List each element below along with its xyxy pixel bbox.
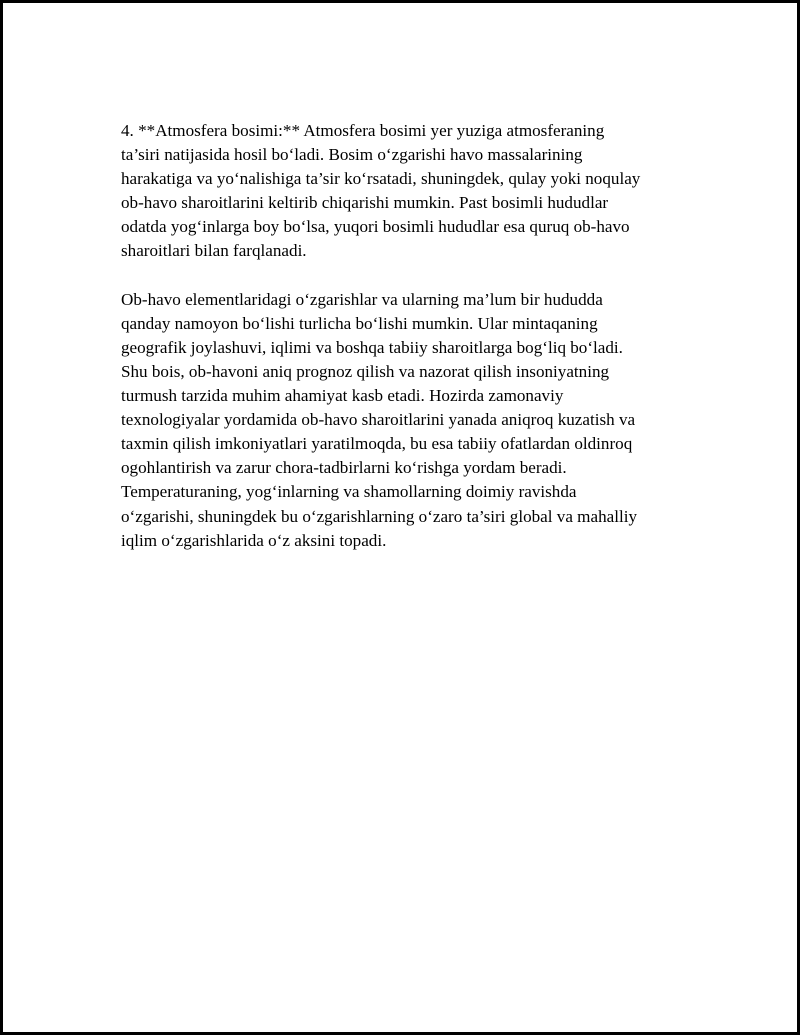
text-line: 4. **Atmosfera bosimi:** Atmosfera bosimi yer yuziga atmosferaning — [121, 121, 605, 140]
text-line: ogohlantirish va zarur chora-tadbirlarni ko‘rishga yordam beradi. — [121, 458, 567, 478]
text-line: iqlim o‘zgarishlarida o‘z aksini topadi. — [121, 530, 387, 550]
text-line: Ob-havo elementlaridagi o‘zgarishlar va ularning ma’lum bir hududda — [121, 289, 603, 309]
text-line: ta’siri natijasida hosil bo‘ladi. Bosim o‘zgarishi havo massalarining — [121, 145, 583, 165]
text-line: sharoitlari bilan farqlanadi. — [121, 241, 307, 261]
text-line: ob-havo sharoitlarini keltirib chiqarishi mumkin. Past bosimli hududlar — [121, 193, 609, 213]
text-line: Temperaturaning, yog‘inlarning va shamollarning doimiy ravishda — [121, 482, 577, 502]
text-line: texnologiyalar yordamida ob-havo sharoitlarini yanada aniqroq kuzatish va — [121, 410, 636, 430]
text-line: taxmin qilish imkoniyatlari yaratilmoqda, bu esa tabiiy ofatlardan oldinroq — [121, 434, 633, 454]
text-line: o‘zgarishi, shuningdek bu o‘zgarishlarning o‘zaro ta’siri global va mahalliy — [121, 506, 637, 526]
document-body — [121, 119, 691, 553]
paragraph-atmospheric-pressure — [121, 119, 691, 264]
text-line: geografik joylashuvi, iqlimi va boshqa tabiiy sharoitlarga bog‘liq bo‘ladi. — [121, 337, 623, 357]
text-line: Shu bois, ob-havoni aniq prognoz qilish va nazorat qilish insoniyatning — [121, 361, 610, 381]
paragraph-weather-elements — [121, 288, 691, 553]
text-line: harakatiga va yo‘nalishiga ta’sir ko‘rsatadi, shuningdek, qulay yoki noqulay — [121, 169, 641, 189]
text-line: odatda yog‘inlarga boy bo‘lsa, yuqori bosimli hududlar esa quruq ob-havo — [121, 217, 630, 237]
text-line: turmush tarzida muhim ahamiyat kasb etadi. Hozirda zamonaviy — [121, 386, 564, 406]
text-line: qanday namoyon bo‘lishi turlicha bo‘lishi mumkin. Ular mintaqaning — [121, 313, 598, 333]
